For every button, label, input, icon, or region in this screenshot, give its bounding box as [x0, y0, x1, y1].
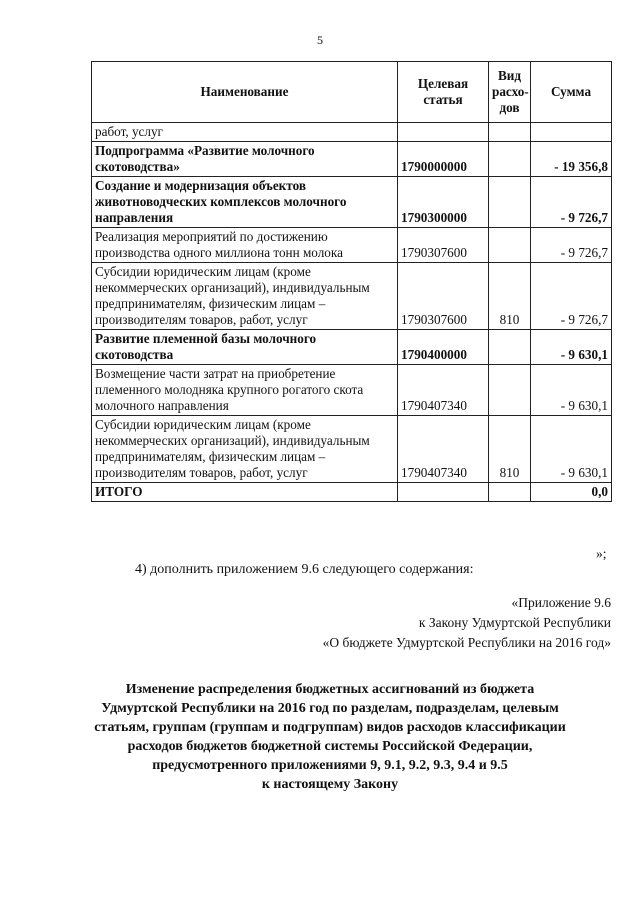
- cell-type: [489, 483, 531, 502]
- document-title: [60, 680, 600, 794]
- closing-quote: »;: [596, 546, 607, 561]
- title-line: Изменение распределения бюджетных ассигнований из бюджета: [125, 682, 535, 697]
- page-number: 5: [317, 33, 323, 47]
- cell-name: Субсидии юридическим лицам (кроме некоммерческих организаций), индивидуальным предпринимателям, физическим лицам – производителям товаров, работ, услуг: [92, 263, 398, 330]
- table-row: [92, 123, 612, 142]
- appendix-header: [323, 593, 611, 653]
- cell-name: ИТОГО: [92, 483, 398, 502]
- cell-code: 1790000000: [398, 142, 489, 177]
- table-row: [92, 483, 612, 502]
- cell-type: [489, 330, 531, 365]
- cell-type: [489, 228, 531, 263]
- cell-name: Реализация мероприятий по достижению производства одного миллиона тонн молока: [92, 228, 398, 263]
- cell-type: [489, 123, 531, 142]
- appendix-line: «О бюджете Удмуртской Республики на 2016 год»: [322, 635, 611, 650]
- cell-code: 1790400000: [398, 330, 489, 365]
- title-line: расходов бюджетов бюджетной системы Российской Федерации,: [127, 739, 533, 754]
- table-row: [92, 416, 612, 483]
- cell-sum: [531, 123, 612, 142]
- header-type: Вид расхо- дов: [489, 62, 531, 123]
- table-row: [92, 177, 612, 228]
- cell-type: [489, 365, 531, 416]
- cell-code: 1790300000: [398, 177, 489, 228]
- cell-sum: - 9 726,7: [531, 263, 612, 330]
- cell-sum: - 9 630,1: [531, 330, 612, 365]
- cell-name: Субсидии юридическим лицам (кроме некоммерческих организаций), индивидуальным предпринимателям, физическим лицам – производителям товаров, работ, услуг: [92, 416, 398, 483]
- cell-name: Создание и модернизация объектов животноводческих комплексов молочного направления: [92, 177, 398, 228]
- cell-type: 810: [489, 416, 531, 483]
- cell-name: Развитие племенной базы молочного скотоводства: [92, 330, 398, 365]
- amendment-paragraph: 4) дополнить приложением 9.6 следующего содержания:: [135, 562, 474, 577]
- cell-type: [489, 177, 531, 228]
- table-row: [92, 142, 612, 177]
- appendix-line: «Приложение 9.6: [511, 595, 611, 610]
- cell-sum: - 9 726,7: [531, 228, 612, 263]
- table-row: [92, 228, 612, 263]
- cell-name: Возмещение части затрат на приобретение племенного молодняка крупного рогатого скота молочного направления: [92, 365, 398, 416]
- cell-code: [398, 123, 489, 142]
- cell-sum: - 9 630,1: [531, 365, 612, 416]
- table-row: [92, 330, 612, 365]
- table-row: [92, 263, 612, 330]
- cell-sum: - 9 726,7: [531, 177, 612, 228]
- cell-sum: 0,0: [531, 483, 612, 502]
- cell-code: 1790407340: [398, 416, 489, 483]
- table-header-row: [92, 62, 612, 123]
- cell-name: Подпрограмма «Развитие молочного скотоводства»: [92, 142, 398, 177]
- cell-type: 810: [489, 263, 531, 330]
- title-line: к настоящему Закону: [261, 777, 399, 792]
- title-line: статьям, группам (группам и подгруппам) видов расходов классификации: [94, 720, 566, 735]
- title-line: Удмуртской Республики на 2016 год по разделам, подразделам, целевым: [101, 701, 559, 716]
- header-name: Наименование: [92, 62, 398, 123]
- cell-type: [489, 142, 531, 177]
- cell-code: 1790307600: [398, 263, 489, 330]
- appendix-line: к Закону Удмуртской Республики: [418, 615, 611, 630]
- cell-code: [398, 483, 489, 502]
- cell-sum: - 9 630,1: [531, 416, 612, 483]
- title-line: предусмотренного приложениями 9, 9.1, 9.2, 9.3, 9.4 и 9.5: [152, 758, 508, 773]
- budget-table: [91, 61, 612, 502]
- cell-code: 1790407340: [398, 365, 489, 416]
- header-code: Целевая статья: [398, 62, 489, 123]
- table-row: [92, 365, 612, 416]
- cell-name: работ, услуг: [92, 123, 398, 142]
- header-sum: Сумма: [531, 62, 612, 123]
- cell-sum: - 19 356,8: [531, 142, 612, 177]
- cell-code: 1790307600: [398, 228, 489, 263]
- table-body: [92, 123, 612, 502]
